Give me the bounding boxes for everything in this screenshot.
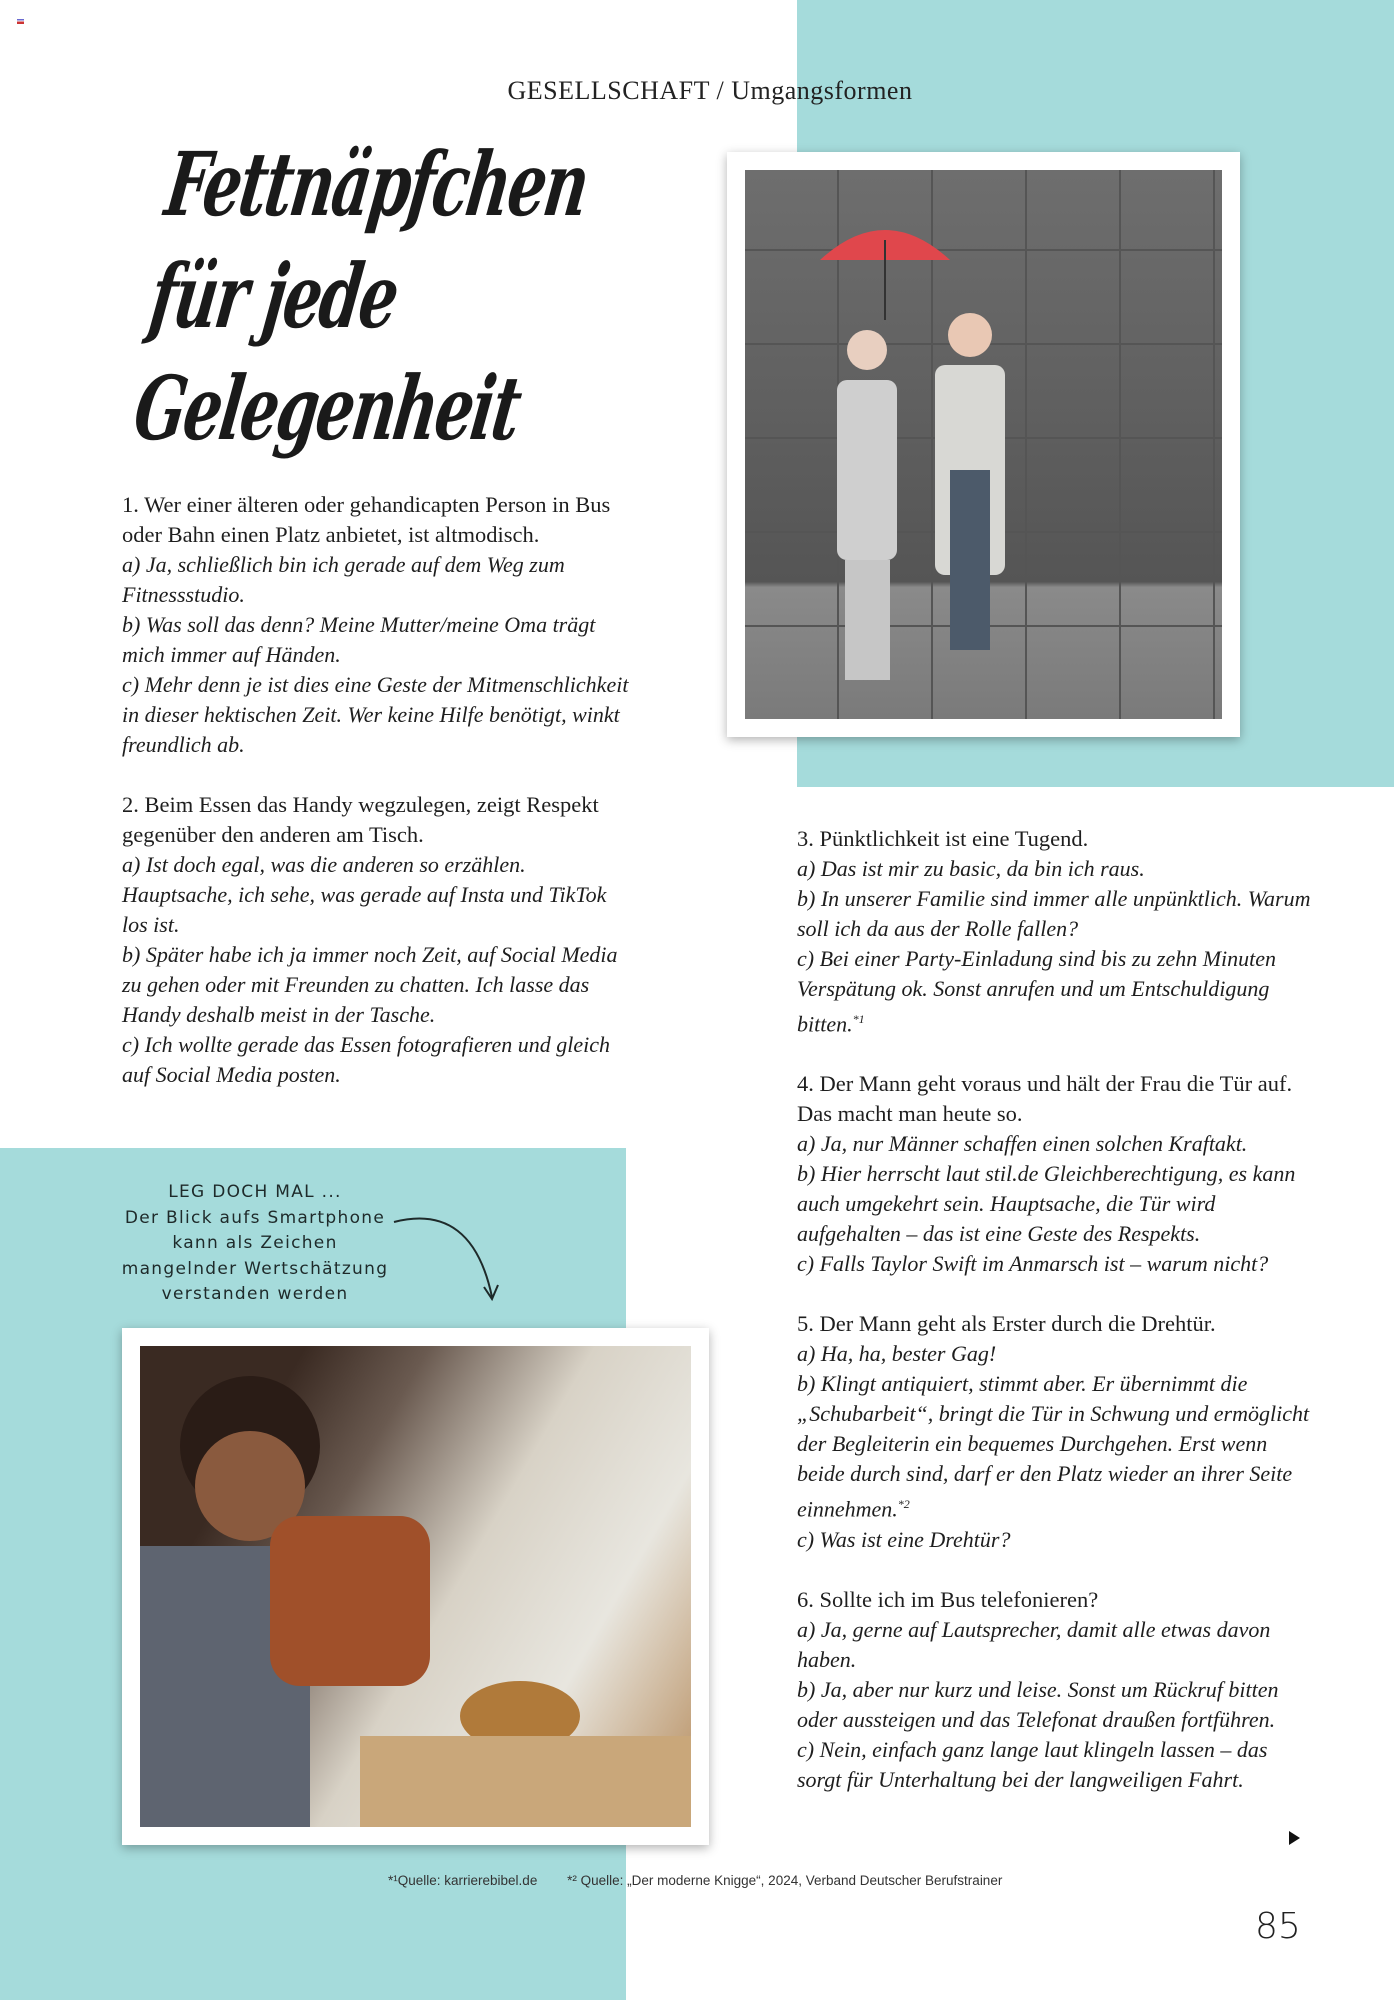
answer-a: a) Ha, ha, bester Gag! bbox=[797, 1341, 997, 1367]
photo-men-with-smartphones bbox=[122, 1328, 709, 1845]
answer-c-text: c) Bei einer Party-Einladung sind bis zu zehn Minuten Verspätung ok. Sonst anrufen und um Entschuldigung bitten. bbox=[797, 946, 1277, 1037]
question-3 bbox=[797, 824, 1317, 1039]
question-text: 1. Wer einer älteren oder gehandicapten Person in Bus oder Bahn einen Platz anbietet, ist altmodisch. bbox=[122, 492, 611, 547]
next-page-arrow-icon[interactable] bbox=[1289, 1831, 1300, 1845]
answer-c: c) Ich wollte gerade das Essen fotografieren und gleich auf Social Media posten. bbox=[122, 1032, 610, 1087]
callout-line: Der Blick aufs Smartphone bbox=[124, 1207, 386, 1228]
question-4 bbox=[797, 1069, 1317, 1279]
question-text: 5. Der Mann geht als Erster durch die Drehtür. bbox=[797, 1311, 1216, 1337]
title-line: Gelegenheit bbox=[128, 356, 526, 460]
question-6 bbox=[797, 1585, 1317, 1795]
question-5 bbox=[797, 1309, 1317, 1554]
flag-icon bbox=[17, 19, 24, 24]
question-2 bbox=[122, 790, 632, 1090]
question-text: 6. Sollte ich im Bus telefonieren? bbox=[797, 1586, 1099, 1612]
answer-c bbox=[797, 944, 1317, 1039]
answer-a: a) Ja, nur Männer schaffen einen solchen Kraftakt. bbox=[797, 1131, 1248, 1157]
answer-c: c) Mehr denn je ist dies eine Geste der Mitmenschlichkeit in dieser hektischen Zeit. Wer keine Hilfe benötigt, winkt freundlich ab. bbox=[122, 672, 629, 757]
answer-a: a) Ja, gerne auf Lautsprecher, damit alle etwas davon haben. bbox=[797, 1616, 1271, 1672]
photo-image bbox=[140, 1346, 691, 1827]
questions-left-column bbox=[122, 490, 632, 1120]
answer-a: a) Ja, schließlich bin ich gerade auf dem Weg zum Fitnessstudio. bbox=[122, 552, 565, 607]
questions-right-column bbox=[797, 824, 1317, 1825]
section-header: GESELLSCHAFT / Umgangsformen bbox=[507, 76, 913, 105]
footnote-2: *² Quelle: „Der moderne Knigge“, 2024, Verband Deutscher Berufstrainer bbox=[567, 1873, 1003, 1888]
question-text: 2. Beim Essen das Handy wegzulegen, zeigt Respekt gegenüber den anderen am Tisch. bbox=[122, 792, 599, 847]
callout-line: kann als Zeichen bbox=[172, 1233, 338, 1253]
answer-c: c) Was ist eine Drehtür? bbox=[797, 1526, 1011, 1552]
page-title bbox=[127, 128, 594, 468]
footnote-ref: *1 bbox=[852, 1012, 865, 1026]
answer-b: b) Was soll das denn? Meine Mutter/meine Oma trägt mich immer auf Händen. bbox=[122, 612, 596, 667]
footnote-1: *¹Quelle: karrierebibel.de bbox=[388, 1873, 538, 1888]
callout-heading: LEG DOCH MAL ... bbox=[168, 1182, 342, 1202]
answer-b: b) Hier herrscht laut stil.de Gleichberechtigung, es kann auch umgekehrt sein. Hauptsache, die Tür wird aufgehalten – das ist eine Geste des Respekts. bbox=[797, 1161, 1296, 1247]
answer-c: c) Nein, einfach ganz lange laut klingeln lassen – das sorgt für Unterhaltung bei der langweiligen Fahrt. bbox=[797, 1736, 1268, 1792]
footnotes bbox=[388, 1873, 1028, 1888]
photo-elderly-couple-umbrella bbox=[727, 152, 1240, 737]
answer-b: b) Später habe ich ja immer noch Zeit, auf Social Media zu gehen oder mit Freunden zu chatten. Ich lasse das Handy deshalb meist in der Tasche. bbox=[122, 942, 618, 1027]
restaurant-scene-illustration bbox=[140, 1346, 691, 1827]
title-line: Fettnäpfchen bbox=[159, 132, 594, 236]
callout-line: verstanden werden bbox=[161, 1284, 349, 1304]
question-text: 3. Pünktlichkeit ist eine Tugend. bbox=[797, 826, 1089, 851]
callout-box bbox=[110, 1180, 400, 1308]
question-text: 4. Der Mann geht voraus und hält der Frau die Tür auf. Das macht man heute so. bbox=[797, 1071, 1293, 1127]
photo-image bbox=[745, 170, 1222, 719]
title-line: für jede bbox=[144, 244, 404, 348]
answer-a: a) Das ist mir zu basic, da bin ich raus. bbox=[797, 856, 1145, 881]
answer-a: a) Ist doch egal, was die anderen so erzählen. Hauptsache, ich sehe, was gerade auf Insta und TikTok los ist. bbox=[122, 852, 607, 937]
umbrella-couple-illustration bbox=[745, 170, 1222, 719]
answer-b: b) In unserer Familie sind immer alle unpünktlich. Warum soll ich da aus der Rolle fallen? bbox=[797, 886, 1311, 941]
question-1 bbox=[122, 490, 632, 760]
answer-b-text: b) Klingt antiquiert, stimmt aber. Er übernimmt die „Schubarbeit“, bringt die Tür in Schwung und ermöglicht der Begleiterin ein bequemes Durchgehen. Erst wenn beide durch sind, darf er den Platz wieder an ihrer Seite einnehmen. bbox=[797, 1371, 1310, 1522]
footnote-ref: *2 bbox=[897, 1497, 910, 1512]
answer-b: b) Ja, aber nur kurz und leise. Sonst um Rückruf bitten oder aussteigen und das Telefonat draußen fortführen. bbox=[797, 1676, 1279, 1732]
answer-c: c) Falls Taylor Swift im Anmarsch ist – warum nicht? bbox=[797, 1251, 1269, 1277]
callout-line: mangelnder Wertschätzung bbox=[121, 1258, 389, 1279]
curved-arrow-icon bbox=[392, 1207, 512, 1307]
answer-b bbox=[797, 1369, 1317, 1524]
page-number: 85 bbox=[1255, 1906, 1301, 1947]
